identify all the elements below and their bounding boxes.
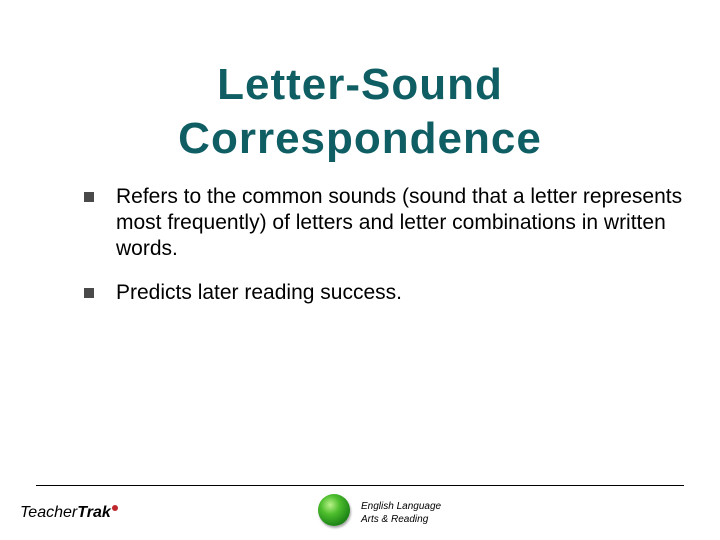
teachertrak-logo	[20, 504, 118, 522]
subject-label	[361, 500, 441, 526]
square-bullet-icon	[84, 288, 94, 298]
title-line-1: Letter-Sound	[217, 60, 503, 109]
registered-dot-icon	[112, 505, 118, 511]
green-ball-icon	[318, 494, 350, 526]
bullet-item	[84, 280, 684, 306]
bullet-text: Predicts later reading success.	[116, 281, 402, 304]
slide-title	[0, 58, 720, 166]
bullet-text: Refers to the common sounds (sound that a letter represents most frequently) of letters and letter combinations in written words.	[116, 185, 683, 260]
logo-text-trak: Trak	[77, 504, 111, 521]
bullet-item	[84, 184, 684, 262]
square-bullet-icon	[84, 192, 94, 202]
subject-line-2: Arts & Reading	[361, 514, 429, 525]
bullet-list	[84, 184, 684, 306]
title-line-2: Correspondence	[178, 114, 542, 163]
footer-divider	[36, 485, 684, 486]
subject-line-1: English Language	[361, 501, 442, 512]
logo-text-teacher: Teacher	[20, 504, 78, 521]
